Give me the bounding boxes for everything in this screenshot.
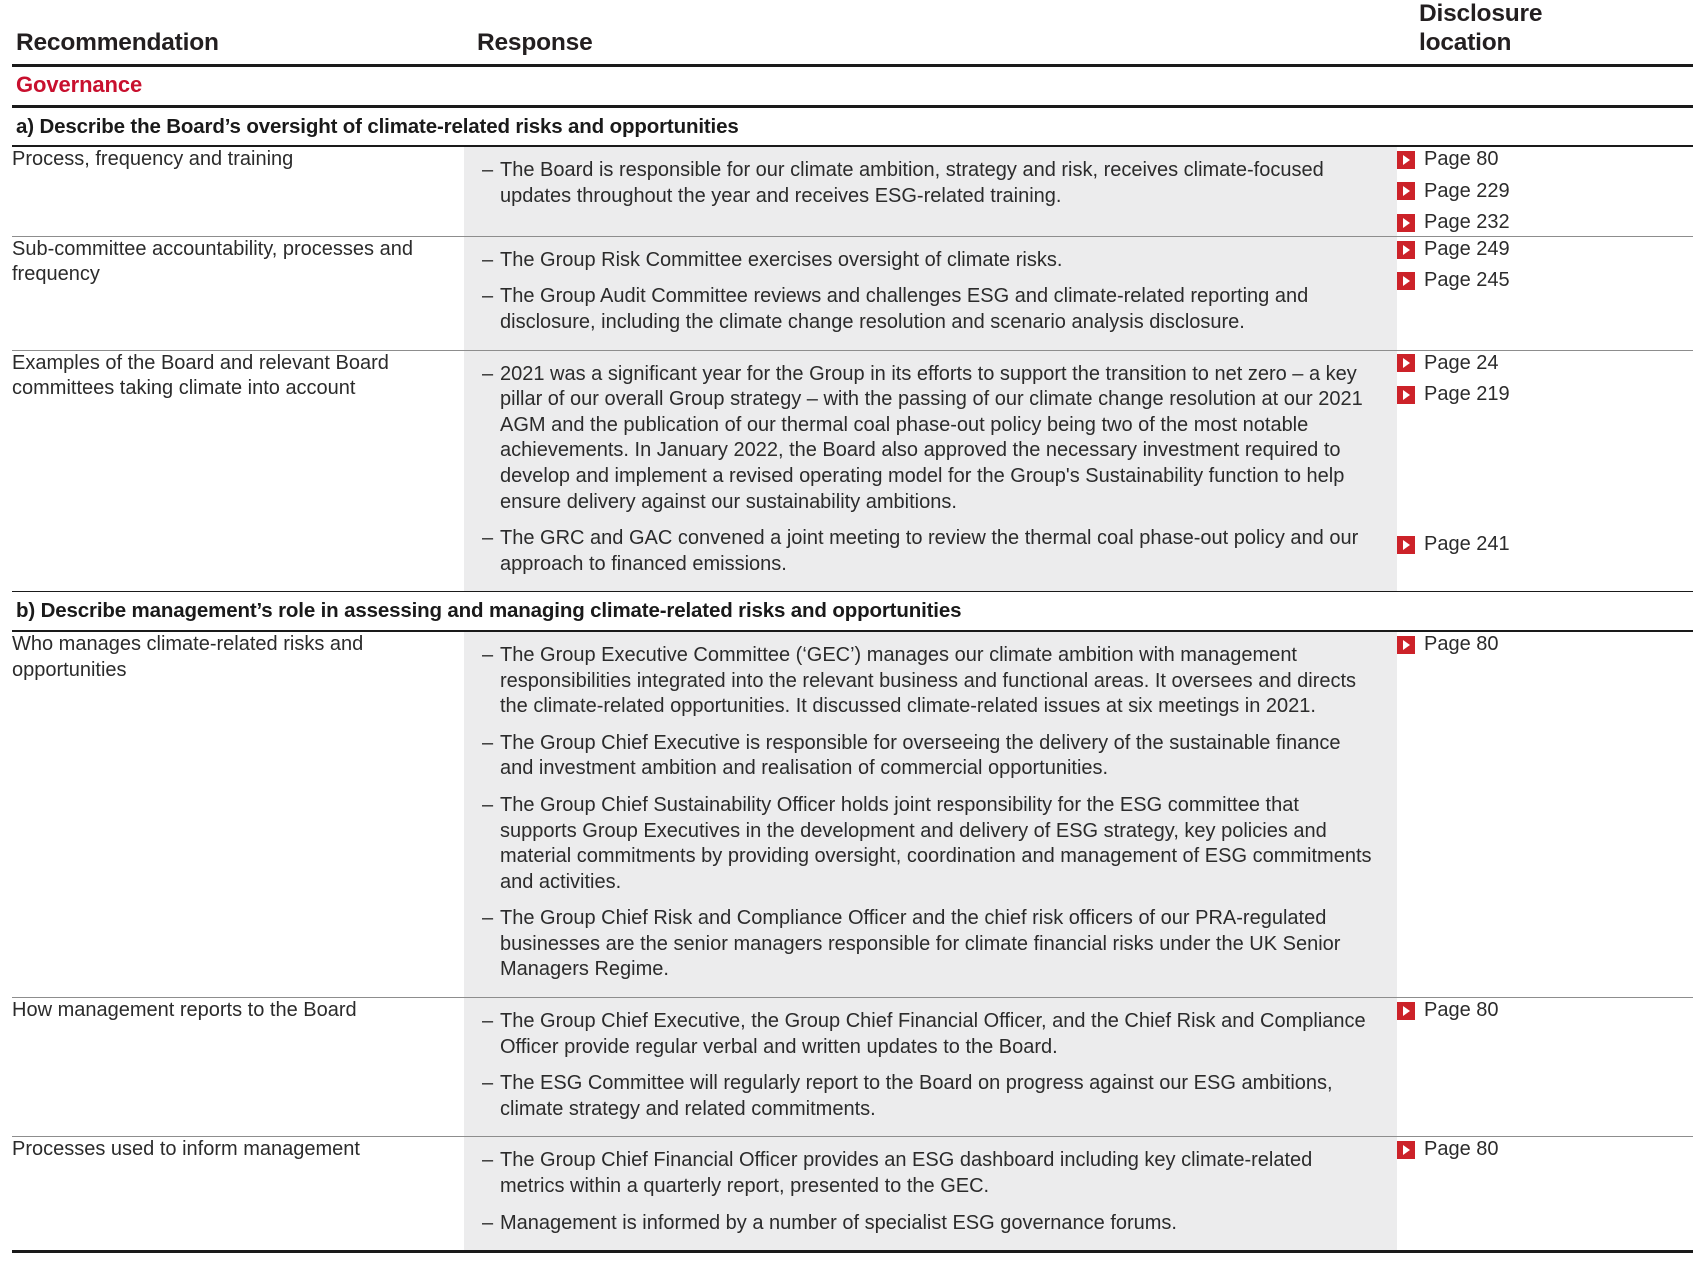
- response-bullets: [464, 632, 1397, 997]
- response-bullet: [482, 1148, 1375, 1199]
- table-body: [12, 0, 1693, 1250]
- page-link-arrow-icon: [1397, 241, 1415, 259]
- response-cell: [464, 236, 1397, 350]
- link-spacer: [1397, 414, 1693, 532]
- table-row: [12, 998, 1693, 1137]
- bullet-text: The ESG Committee will regularly report to the Board on progress against our ESG ambitions, climate strategy and related commitments.: [500, 1072, 1333, 1120]
- response-bullet: [482, 362, 1375, 516]
- tcfd-recommendations-table: [12, 0, 1693, 1250]
- response-bullet: [482, 158, 1375, 209]
- page-link[interactable]: [1397, 632, 1693, 658]
- section-title-row: [12, 66, 1693, 106]
- page-link[interactable]: [1397, 179, 1693, 205]
- page-link-arrow-icon: [1397, 151, 1415, 169]
- bullet-text: The Group Chief Financial Officer provides an ESG dashboard including key climate-related metrics within a quarterly report, presented to the GEC.: [500, 1149, 1313, 1198]
- bullet-dash: –: [482, 362, 494, 385]
- bullet-dash: –: [482, 248, 494, 271]
- page-link-arrow-icon: [1397, 272, 1415, 290]
- page-link-arrow-icon: [1397, 1141, 1415, 1159]
- recommendation-cell: Process, frequency and training: [12, 146, 464, 236]
- response-bullets: [464, 351, 1397, 592]
- bullet-text: The Board is responsible for our climate ambition, strategy and risk, receives climate-focused updates throughout the year and receives ESG-related training.: [500, 159, 1324, 207]
- page-link-label: Page 80: [1424, 1138, 1499, 1161]
- bullet-dash: –: [482, 793, 494, 816]
- page-link-arrow-icon: [1397, 1002, 1415, 1020]
- page-link-label: Page 249: [1424, 237, 1510, 260]
- table-row: [12, 631, 1693, 998]
- page-link-label: Page 80: [1424, 148, 1499, 171]
- recommendation-cell: Who manages climate-related risks and opportunities: [12, 631, 464, 998]
- disclosure-cell: [1397, 146, 1693, 236]
- bullet-text: The Group Risk Committee exercises oversight of climate risks.: [500, 248, 1063, 271]
- disclosure-cell: [1397, 998, 1693, 1137]
- table-row: [12, 146, 1693, 236]
- response-bullet: [482, 731, 1375, 782]
- response-bullet: [482, 643, 1375, 720]
- disclosure-cell: [1397, 631, 1693, 998]
- bullet-dash: –: [482, 1072, 494, 1095]
- bullet-text: The GRC and GAC convened a joint meeting to review the thermal coal phase-out policy and our approach to financed emissions.: [500, 527, 1359, 575]
- bullet-text: The Group Audit Committee reviews and challenges ESG and climate-related reporting and disclosure, including the climate change resolution and scenario analysis disclosure.: [500, 285, 1309, 334]
- response-bullet: [482, 284, 1375, 335]
- recommendation-cell: How management reports to the Board: [12, 998, 464, 1137]
- bullet-text: Management is informed by a number of specialist ESG governance forums.: [500, 1211, 1177, 1234]
- response-bullets: [464, 147, 1397, 223]
- page-link[interactable]: [1397, 382, 1693, 408]
- table-bottom-rule: [12, 1250, 1693, 1253]
- page-link[interactable]: [1397, 268, 1693, 294]
- response-cell: [464, 1137, 1397, 1250]
- bullet-text: The Group Chief Risk and Compliance Officer and the chief risk officers of our PRA-regulated businesses are the senior managers responsible for climate financial risks under the UK Senior Managers Regime.: [500, 907, 1341, 981]
- page-link-label: Page 80: [1424, 632, 1499, 655]
- page-link[interactable]: [1397, 998, 1693, 1024]
- response-bullet: [482, 793, 1375, 895]
- bullet-dash: –: [482, 1010, 494, 1033]
- response-bullet: [482, 906, 1375, 983]
- bullet-dash: –: [482, 1149, 494, 1172]
- table-header-row: [12, 0, 1693, 66]
- response-bullet: [482, 1009, 1375, 1060]
- disclosure-cell: [1397, 1137, 1693, 1250]
- page-link-arrow-icon: [1397, 354, 1415, 372]
- page-link[interactable]: [1397, 532, 1693, 558]
- bullet-dash: –: [482, 731, 494, 754]
- page-link-label: Page 24: [1424, 351, 1499, 374]
- page-link[interactable]: [1397, 351, 1693, 377]
- page-link-label: Page 241: [1424, 532, 1510, 555]
- response-cell: [464, 350, 1397, 592]
- response-bullet: [482, 526, 1375, 577]
- disclosure-header-line2: location: [1419, 28, 1512, 56]
- recommendation-cell: Processes used to inform management: [12, 1137, 464, 1250]
- subsection-heading-row-b: [12, 592, 1693, 631]
- page-link-label: Page 232: [1424, 211, 1510, 234]
- bullet-dash: –: [482, 643, 494, 666]
- response-cell: [464, 998, 1397, 1137]
- bullet-dash: –: [482, 527, 494, 550]
- bullet-text: The Group Chief Executive, the Group Chief Financial Officer, and the Chief Risk and Compliance Officer provide regular verbal and written updates to the Board.: [500, 1010, 1366, 1058]
- subsection-heading-b: b) Describe management’s role in assessing and managing climate-related risks and opportunities: [16, 599, 962, 623]
- bullet-dash: –: [482, 285, 494, 308]
- section-title-governance: Governance: [16, 72, 143, 98]
- response-cell: [464, 631, 1397, 998]
- response-bullets: [464, 998, 1397, 1136]
- response-bullets: [464, 237, 1397, 350]
- page-link[interactable]: [1397, 1137, 1693, 1163]
- bullet-text: The Group Chief Executive is responsible for overseeing the delivery of the sustainable finance and investment ambition and realisation of commercial opportunities.: [500, 731, 1341, 780]
- disclosure-cell: [1397, 350, 1693, 592]
- page-link[interactable]: [1397, 237, 1693, 263]
- page-link[interactable]: [1397, 210, 1693, 236]
- page-link-arrow-icon: [1397, 636, 1415, 654]
- response-bullets: [464, 1137, 1397, 1250]
- response-bullet: [482, 1071, 1375, 1122]
- column-header-response: Response: [464, 0, 1397, 66]
- page-link-label: Page 219: [1424, 383, 1510, 406]
- bullet-dash: –: [482, 907, 494, 930]
- page-link-label: Page 229: [1424, 179, 1510, 202]
- bullet-text: The Group Chief Sustainability Officer holds joint responsibility for the ESG committee that supports Group Executives in the development and delivery of ESG strategy, key policies and material commitments by providing oversight, coordination and management of ESG commitments and activities.: [500, 793, 1372, 893]
- subsection-heading-cell-a: [12, 106, 1693, 146]
- response-cell: [464, 146, 1397, 236]
- recommendation-cell: Examples of the Board and relevant Board committees taking climate into account: [12, 350, 464, 592]
- table-row: [12, 1137, 1693, 1250]
- bullet-text: The Group Executive Committee (‘GEC’) manages our climate ambition with management responsibilities integrated into the relevant business and functional areas. It oversees and directs the climate-related opportunities. It discussed climate-related issues at six meetings in 2021.: [500, 643, 1357, 718]
- page-link-arrow-icon: [1397, 386, 1415, 404]
- disclosure-cell: [1397, 236, 1693, 350]
- page-link-arrow-icon: [1397, 536, 1415, 554]
- column-header-disclosure-location: [1397, 0, 1693, 66]
- section-title-cell: [12, 66, 1693, 106]
- bullet-dash: –: [482, 1211, 494, 1234]
- response-bullet: [482, 1211, 1375, 1237]
- page-link-arrow-icon: [1397, 182, 1415, 200]
- page-link-label: Page 245: [1424, 269, 1510, 292]
- subsection-heading-row-a: [12, 106, 1693, 146]
- page-link-arrow-icon: [1397, 214, 1415, 232]
- subsection-heading-cell-b: [12, 592, 1693, 631]
- response-bullet: [482, 248, 1375, 274]
- recommendation-cell: Sub-committee accountability, processes and frequency: [12, 236, 464, 350]
- column-header-recommendation: Recommendation: [12, 0, 464, 66]
- bullet-text: 2021 was a significant year for the Group in its efforts to support the transition to net zero – a key pillar of our overall Group strategy – with the passing of our climate change resolution at our 2021 AGM and the publication of our thermal coal phase-out policy being two of the most notable achievements. In January 2022, the Board also approved the necessary investment required to develop and implement a revised operating model for the Group's Sustainability function to help ensure delivery against our sustainability ambitions.: [500, 362, 1363, 513]
- page-link-label: Page 80: [1424, 999, 1499, 1022]
- table-row: [12, 236, 1693, 350]
- table-row: [12, 350, 1693, 592]
- disclosure-header-line1: Disclosure: [1419, 0, 1543, 27]
- bullet-dash: –: [482, 159, 494, 182]
- page-link[interactable]: [1397, 147, 1693, 173]
- subsection-heading-a: a) Describe the Board’s oversight of climate-related risks and opportunities: [16, 114, 739, 138]
